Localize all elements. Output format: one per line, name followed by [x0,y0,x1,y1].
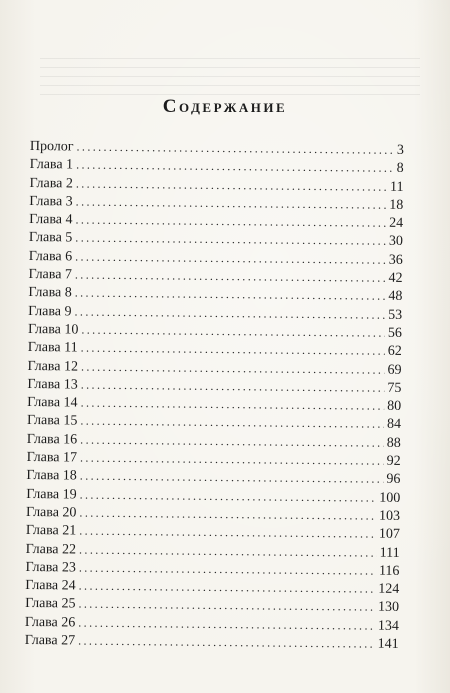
toc-entry-page: 11 [389,179,404,195]
toc-entry-label: Глава 24 [25,578,76,594]
toc-entry-page: 141 [377,636,399,652]
toc-entry-page: 103 [378,508,401,524]
toc-entry-page: 56 [387,325,403,341]
show-through-text [40,55,420,95]
toc-entry-label: Глава 3 [29,193,73,210]
toc-entry [25,631,399,653]
table-of-contents [25,137,404,653]
toc-entry-page: 75 [387,380,402,396]
toc-entry-label: Глава 27 [24,632,76,649]
toc-entry-label: Глава 25 [25,596,76,612]
toc-entry-page: 53 [388,307,403,323]
toc-entry-label: Глава 19 [26,486,77,503]
toc-entry-label: Глава 23 [25,559,76,576]
toc-entry-label: Глава 8 [28,285,72,301]
toc-entry-page: 62 [387,344,402,360]
toc-entry-label: Глава 9 [28,303,72,320]
toc-entry-label: Глава 18 [26,468,77,484]
toc-entry-label: Глава 21 [25,523,77,539]
toc-entry-page: 88 [386,435,401,451]
toc-entry-page: 80 [387,398,402,415]
toc-entry-label: Глава 16 [26,431,78,448]
toc-entry-page: 18 [389,197,404,213]
toc-entry-page: 30 [388,234,404,250]
toc-entry-page: 84 [386,417,402,433]
toc-entry-page: 42 [388,270,403,286]
toc-entry-page: 69 [387,362,402,378]
toc-entry-label: Глава 14 [27,395,78,411]
toc-entry-label: Глава 15 [26,413,78,429]
toc-entry-page: 130 [378,600,400,616]
toc-entry-label: Глава 7 [28,267,73,283]
toc-entry-label: Глава 17 [26,450,78,466]
toc-entry-page: 124 [378,581,400,598]
toc-entry-label: Глава 4 [29,212,73,228]
toc-entry-page: 116 [378,563,400,579]
toc-entry-label: Глава 13 [27,376,78,393]
toc-entry-page: 107 [378,526,400,543]
toc-entry-page: 92 [386,453,401,469]
toc-entry-label: Глава 22 [25,541,77,558]
toc-entry-page: 3 [396,142,404,158]
toc-entry-label: Глава 20 [25,504,77,521]
toc-entry-label: Глава 2 [29,175,73,192]
toc-entry-page: 8 [396,161,404,177]
toc-entry-page: 96 [386,472,401,488]
toc-entry-label: Глава 6 [28,248,73,265]
toc-entry-page: 48 [388,289,403,305]
page-title: Содержание [162,96,288,117]
toc-entry-label: Глава 11 [27,340,78,356]
toc-entry-label: Пролог [29,138,74,155]
toc-entry-label: Глава 1 [29,157,74,173]
toc-entry-label: Глава 12 [27,358,79,375]
toc-entry-label: Глава 5 [28,230,73,246]
toc-entry-page: 100 [379,490,401,506]
toc-entry-page: 134 [377,618,399,634]
toc-entry-page: 111 [379,545,400,561]
toc-entry-page: 36 [388,252,403,268]
toc-leader-dots [78,632,375,653]
toc-entry-label: Глава 26 [24,614,76,631]
toc-entry-label: Глава 10 [27,321,79,338]
toc-entry-page: 24 [389,215,404,232]
